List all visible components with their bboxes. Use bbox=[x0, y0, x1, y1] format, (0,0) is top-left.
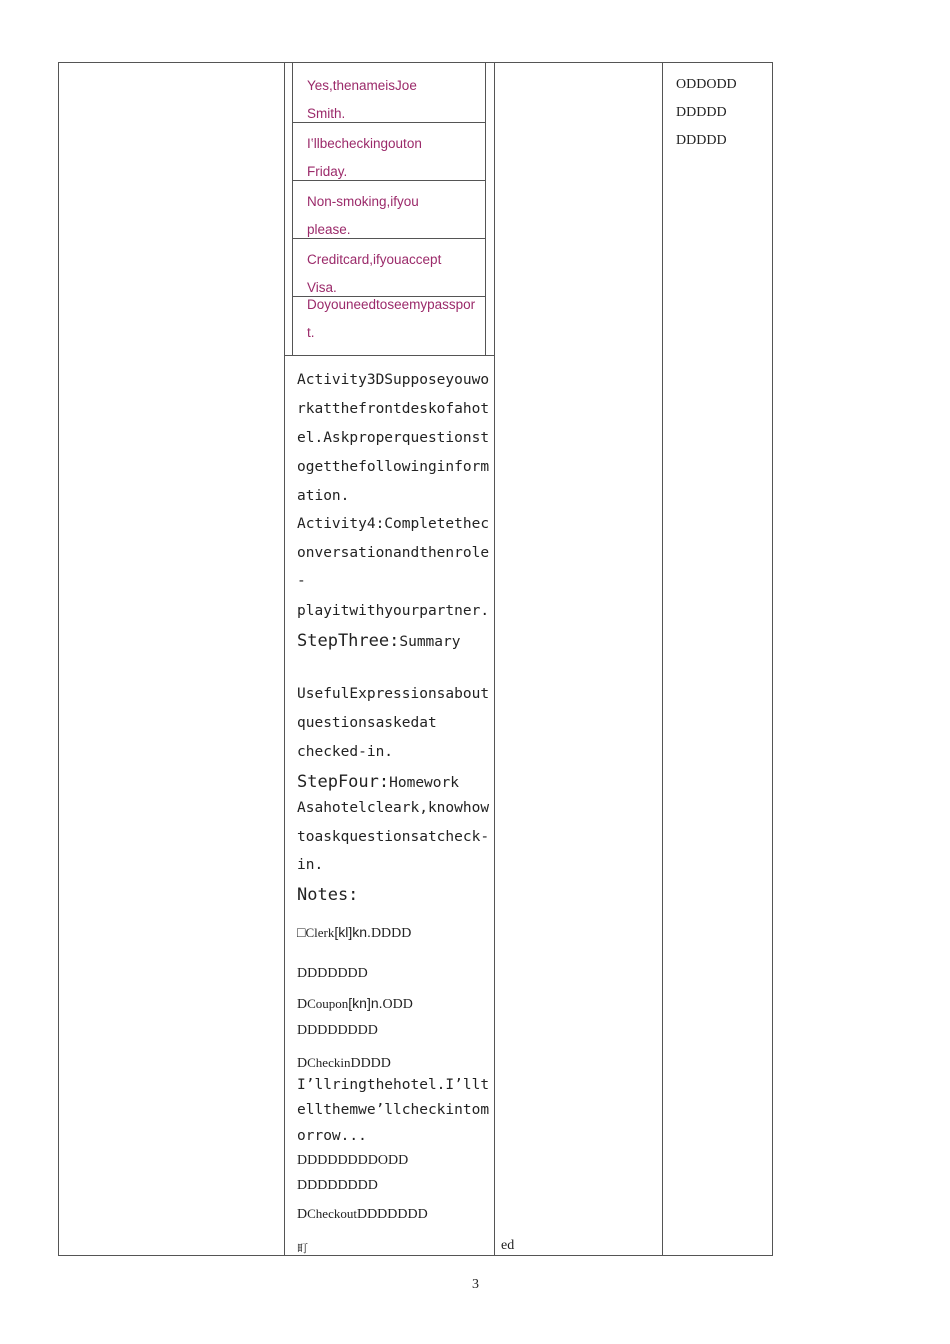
page-number: 3 bbox=[472, 1277, 479, 1292]
homework-line: Asahotelcleark,knowhow bbox=[297, 800, 490, 816]
inner-table-left-border bbox=[292, 62, 293, 355]
note-tail: DDDDDDD bbox=[356, 1207, 428, 1222]
outer-table-right-border bbox=[772, 62, 773, 1256]
outer-table-left-border bbox=[58, 62, 59, 1256]
cell-text-line: please. bbox=[307, 222, 351, 237]
note-checkin bbox=[297, 1055, 391, 1072]
checkbox-icon: □ bbox=[297, 926, 306, 941]
inner-table-cell bbox=[307, 291, 475, 347]
note-tail: ODD bbox=[382, 997, 413, 1012]
example-translation: DDDDDDDD bbox=[297, 1178, 378, 1193]
cell-text-line: Non-smoking,ifyou bbox=[307, 194, 419, 209]
activity3-line: ogetthefollowinginform bbox=[297, 459, 490, 475]
column-divider-3 bbox=[662, 62, 663, 1256]
step-three-label: StepThree: bbox=[297, 631, 400, 651]
inner-table-bottom-border bbox=[284, 355, 495, 356]
cell-text-line: Doyouneedtoseemypasspor bbox=[307, 297, 476, 312]
step-three-heading bbox=[297, 631, 460, 651]
cell-text-line: Visa. bbox=[307, 280, 337, 295]
activity3-line: el.Askproperquestionst bbox=[297, 430, 490, 446]
activity4-line: Activity4:Completethec bbox=[297, 516, 490, 532]
summary-line: UsefulExpressionsabout bbox=[297, 686, 490, 702]
column3-bottom-text: ed bbox=[501, 1238, 515, 1253]
right-column-line: ODDODD bbox=[676, 77, 737, 92]
inner-table-cell bbox=[307, 72, 417, 128]
inner-table-cell bbox=[307, 188, 419, 244]
right-column-line: DDDDD bbox=[676, 133, 727, 148]
activity3-line: ation. bbox=[297, 488, 350, 504]
note-lead: D bbox=[297, 1056, 308, 1071]
cell-text-line: Yes,thenameisJoe bbox=[307, 78, 417, 93]
inner-table-cell bbox=[307, 130, 422, 186]
outer-table-top-border bbox=[58, 62, 773, 63]
homework-line: in. bbox=[297, 857, 324, 873]
cell-text-line: t. bbox=[307, 325, 315, 340]
note-word: Checkout bbox=[307, 1206, 357, 1221]
inner-table-right-border bbox=[485, 62, 486, 355]
note-clerk bbox=[297, 924, 411, 942]
cell-text-line: I‛llbecheckingouton bbox=[307, 136, 422, 151]
column-divider-1 bbox=[284, 62, 285, 1256]
activity4-line: onversationandthenrole bbox=[297, 545, 490, 561]
bottom-mark: 町 bbox=[297, 1243, 308, 1255]
note-word: Checkin bbox=[307, 1055, 351, 1070]
note-checkout bbox=[297, 1206, 428, 1223]
right-column-line: DDDDD bbox=[676, 105, 727, 120]
notes-heading: Notes: bbox=[297, 885, 359, 905]
note-tail: DDDD bbox=[370, 926, 412, 941]
cell-text-line: Creditcard,ifyouaccept bbox=[307, 252, 442, 267]
example-translation: DDDDDDDDODD bbox=[297, 1153, 409, 1168]
summary-line: questionsaskedat bbox=[297, 715, 437, 731]
activity3-line: Activity3DSupposeyouwo bbox=[297, 372, 490, 388]
note-clerk-translation: DDDDDDD bbox=[297, 966, 368, 981]
note-lead: D bbox=[297, 1207, 308, 1222]
note-coupon-translation: DDDDDDDD bbox=[297, 1023, 378, 1038]
example-line: orrow... bbox=[297, 1128, 367, 1144]
note-tail: DDDD bbox=[350, 1056, 391, 1071]
step-three-title: Summary bbox=[399, 634, 461, 650]
activity4-line: - bbox=[297, 573, 306, 589]
note-word: Clerk bbox=[305, 925, 335, 940]
example-line: ellthemwe’llcheckintom bbox=[297, 1102, 490, 1118]
homework-line: toaskquestionsatcheck- bbox=[297, 829, 490, 845]
step-four-heading bbox=[297, 772, 459, 792]
activity3-line: rkatthefrontdeskofahot bbox=[297, 401, 490, 417]
outer-table-bottom-border bbox=[58, 1255, 773, 1256]
note-phonetic: [kl]kn. bbox=[334, 924, 371, 940]
note-word: Coupon bbox=[307, 996, 349, 1011]
note-coupon bbox=[297, 995, 413, 1013]
activity4-line: playitwithyourpartner. bbox=[297, 603, 490, 619]
right-column-notes bbox=[676, 71, 737, 155]
column-divider-2 bbox=[494, 62, 495, 1256]
summary-line: checked-in. bbox=[297, 744, 394, 760]
note-lead: D bbox=[297, 997, 308, 1012]
note-phonetic: [kn]n. bbox=[348, 995, 383, 1011]
cell-text-line: Friday. bbox=[307, 164, 348, 179]
cell-text-line: Smith. bbox=[307, 106, 346, 121]
step-four-title: Homework bbox=[389, 775, 459, 791]
example-line: I’llringthehotel.I’llt bbox=[297, 1077, 490, 1093]
step-four-label: StepFour: bbox=[297, 772, 390, 792]
